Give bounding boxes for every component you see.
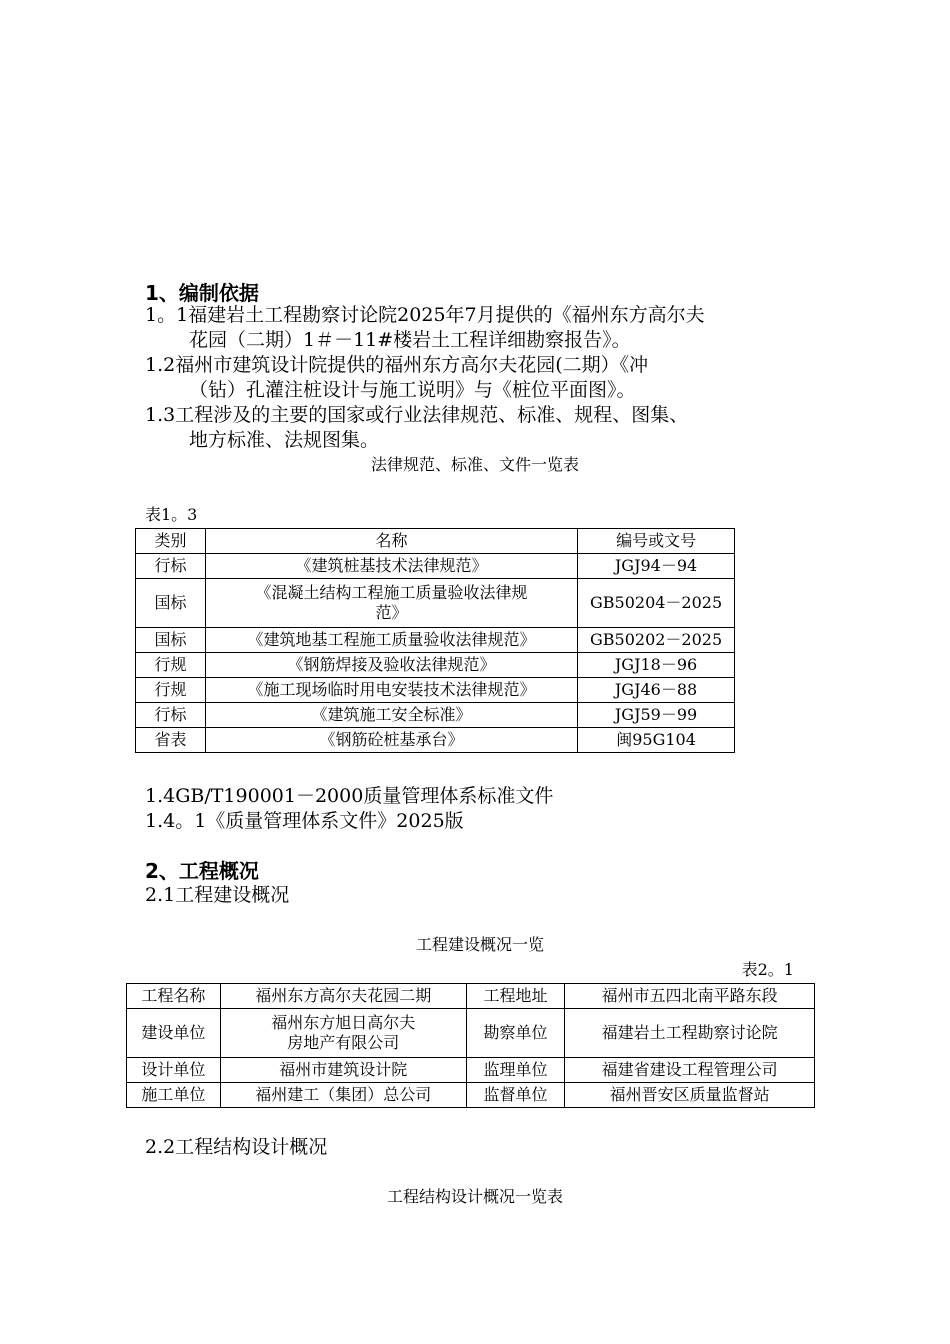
cell-name: 《钢筋焊接及验收法律规范》 [205,653,577,678]
label-project-address: 工程地址 [466,984,565,1009]
header-category: 类别 [136,529,206,554]
cell-code: JGJ46－88 [578,678,735,703]
header-code: 编号或文号 [578,529,735,554]
value-builder [220,1009,466,1058]
cell-category: 行标 [136,703,206,728]
table-2-1-number: 表2。1 [741,960,794,979]
cell-name: 《钢筋砼桩基承台》 [205,728,577,753]
paragraph-1-4: 1.4GB/T190001－2000质量管理体系标准文件 [145,785,554,807]
paragraph-1-2 [145,353,815,403]
table-1-3-title: 法律规范、标准、文件一览表 [370,455,579,474]
table-row [127,1083,815,1108]
cell-code: JGJ59－99 [578,703,735,728]
table-2-1-title: 工程建设概况一览 [415,935,544,954]
paragraph-1-2-line2: （钻）孔灌注桩设计与施工说明》与《桩位平面图》。 [189,379,636,401]
table-1-3-number: 表1。3 [145,505,198,524]
table-row [127,1009,815,1058]
table-row [136,579,735,628]
value-construction-unit: 福州建工（集团）总公司 [220,1083,466,1108]
cell-code: GB50204－2025 [578,579,735,628]
paragraph-1-3-line1: 1.3工程涉及的主要的国家或行业法律规范、标准、规程、图集、 [145,404,689,426]
section2-heading: 2、工程概况 [145,859,259,883]
label-builder: 建设单位 [127,1009,221,1058]
table-row [136,653,735,678]
table-2-2-title: 工程结构设计概况一览表 [386,1187,563,1206]
cell-category: 行规 [136,678,206,703]
cell-name: 《建筑地基工程施工质量验收法律规范》 [205,628,577,653]
table-header-row [136,529,735,554]
label-design-unit: 设计单位 [127,1058,221,1083]
value-project-address: 福州市五四北南平路东段 [565,984,815,1009]
standards-table [135,528,735,753]
table-row [127,1058,815,1083]
header-name: 名称 [205,529,577,554]
cell-category: 国标 [136,579,206,628]
cell-name-line2: 范》 [375,603,408,622]
cell-name [205,579,577,628]
label-project-name: 工程名称 [127,984,221,1009]
label-construction-unit: 施工单位 [127,1083,221,1108]
label-survey-unit: 勘察单位 [466,1009,565,1058]
paragraph-1-1 [145,303,815,353]
value-project-name: 福州东方高尔夫花园二期 [220,984,466,1009]
cell-name: 《建筑桩基技术法律规范》 [205,554,577,579]
value-design-unit: 福州市建筑设计院 [220,1058,466,1083]
paragraph-1-3-line2: 地方标准、法规图集。 [189,429,380,451]
cell-name: 《施工现场临时用电安装技术法律规范》 [205,678,577,703]
cell-category: 行规 [136,653,206,678]
value-survey-unit: 福建岩土工程勘察讨论院 [565,1009,815,1058]
table-row [136,728,735,753]
paragraph-1-3 [145,403,815,453]
value-oversight-unit: 福州晋安区质量监督站 [565,1083,815,1108]
paragraph-1-1-line2: 花园（二期）1＃－11#楼岩土工程详细勘察报告》。 [189,329,631,351]
cell-category: 行标 [136,554,206,579]
table-row [136,554,735,579]
paragraph-2-1: 2.1工程建设概况 [145,884,290,906]
value-builder-line1: 福州东方旭日高尔夫 [271,1013,416,1032]
paragraph-2-2: 2.2工程结构设计概况 [145,1136,328,1158]
cell-category: 省表 [136,728,206,753]
table-row [136,678,735,703]
project-overview-table [126,983,815,1108]
table-row [136,703,735,728]
cell-name-line1: 《混凝土结构工程施工质量验收法律规 [255,583,528,602]
cell-code: JGJ18－96 [578,653,735,678]
label-oversight-unit: 监督单位 [466,1083,565,1108]
cell-code: GB50202－2025 [578,628,735,653]
cell-code: 闽95G104 [578,728,735,753]
cell-category: 国标 [136,628,206,653]
section1-heading: 1、编制依据 [145,281,259,305]
paragraph-1-4-1: 1.4。1《质量管理体系文件》2025版 [145,810,464,832]
label-supervision-unit: 监理单位 [466,1058,565,1083]
value-supervision-unit: 福建省建设工程管理公司 [565,1058,815,1083]
paragraph-1-2-line1: 1.2福州市建筑设计院提供的福州东方高尔夫花园(二期）《冲 [145,354,649,376]
value-builder-line2: 房地产有限公司 [287,1033,400,1052]
cell-code: JGJ94－94 [578,554,735,579]
table-row [136,628,735,653]
table-row [127,984,815,1009]
cell-name: 《建筑施工安全标准》 [205,703,577,728]
paragraph-1-1-line1: 1。1福建岩土工程勘察讨论院2025年7月提供的《福州东方高尔夫 [145,304,705,326]
